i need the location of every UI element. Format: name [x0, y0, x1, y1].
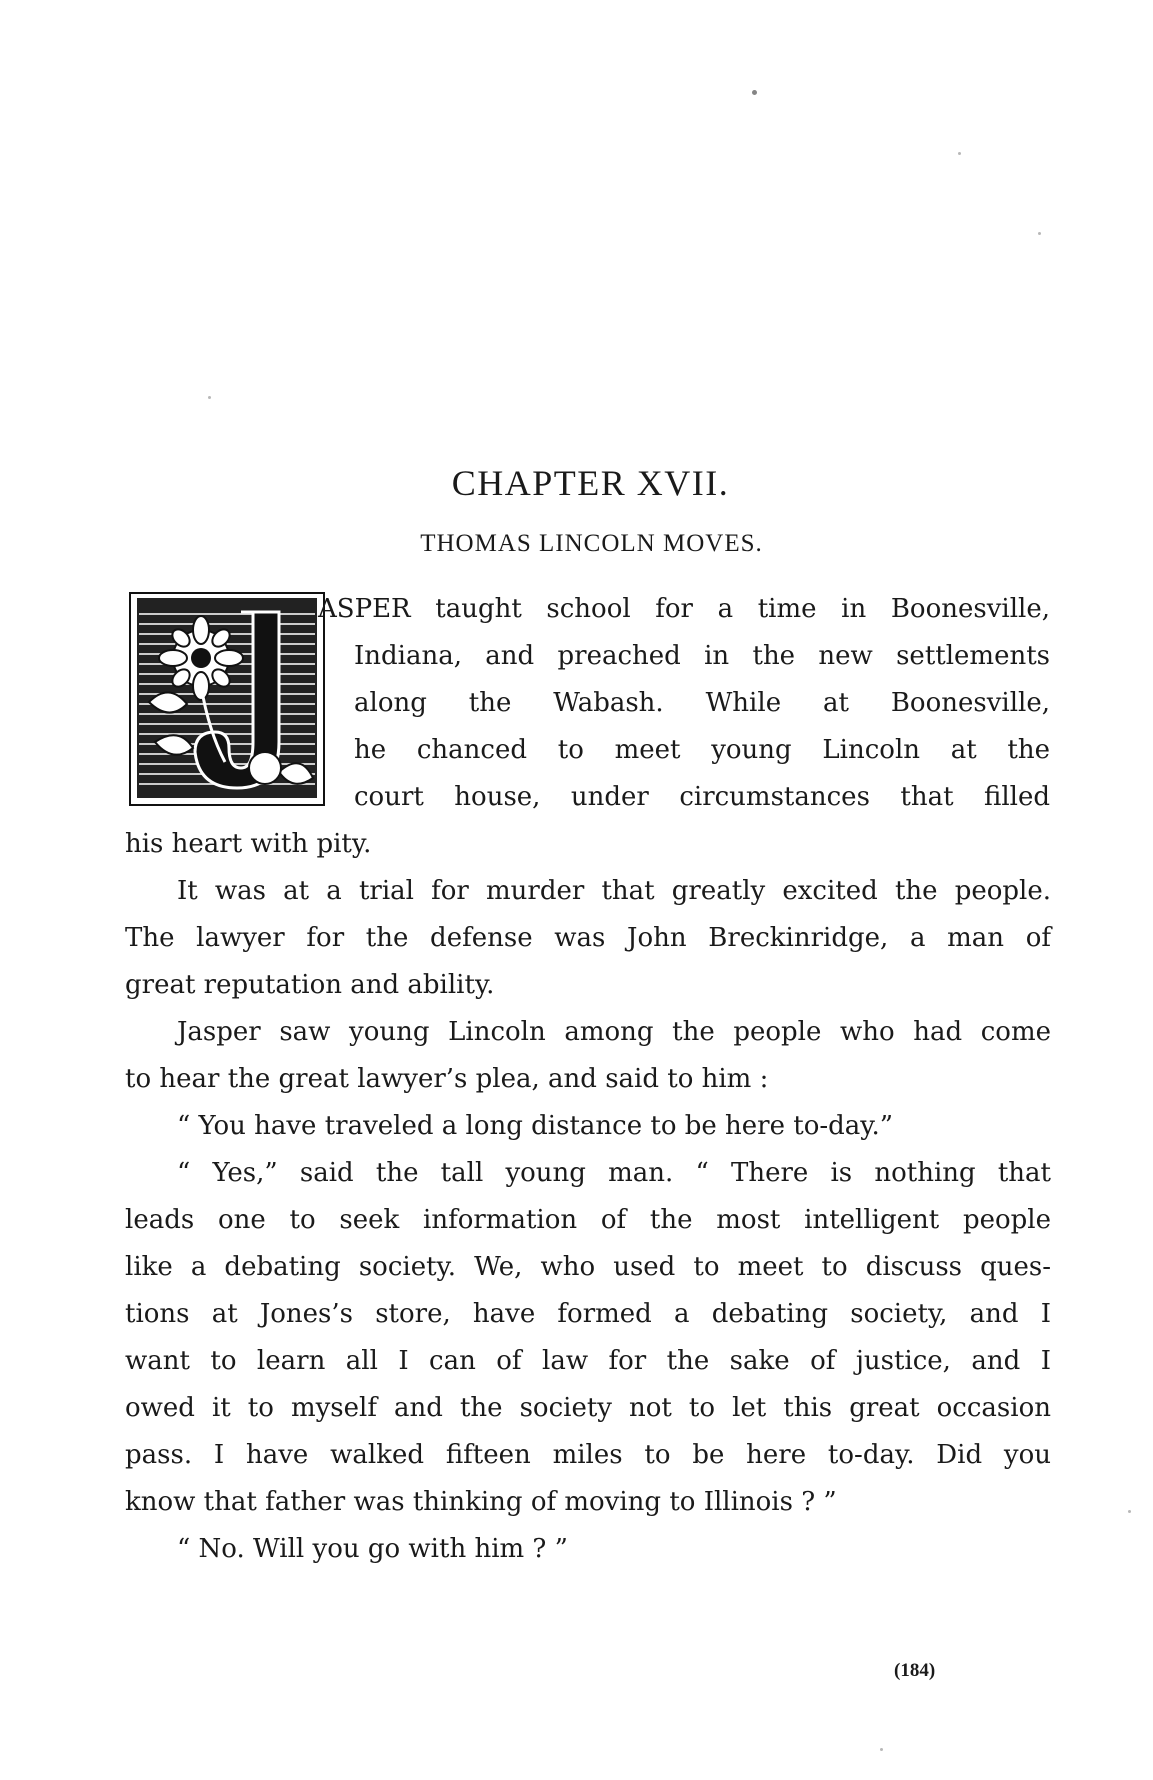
text-line: know that father was thinking of moving to Illinois ? ” [125, 1487, 837, 1517]
scan-speck [1128, 1510, 1131, 1513]
text-line: “ No. Will you go with him ? ” [177, 1534, 568, 1564]
scan-speck [880, 1748, 883, 1751]
body-text [125, 821, 1051, 1573]
text-line: It was at a trial for murder that greatly excited the people. [177, 876, 1051, 906]
text-line: like a debating society. We, who used to meet to discuss ques- [125, 1252, 1051, 1282]
scan-speck [208, 396, 211, 399]
text-line: along the Wabash. While at Boonesville, [354, 688, 1050, 718]
scan-speck [958, 152, 961, 155]
scan-speck [1038, 232, 1041, 235]
scan-speck [752, 90, 757, 95]
text-line: owed it to myself and the society not to let this great occasion [125, 1393, 1051, 1423]
indented-block [318, 586, 1050, 821]
text-line: Indiana, and preached in the new settlements [354, 641, 1050, 671]
text-line: pass. I have walked fifteen miles to be here to-day. Did you [125, 1440, 1051, 1470]
text-line: his heart with pity. [125, 829, 372, 859]
text-line: great reputation and ability. [125, 970, 495, 1000]
text-line: he chanced to meet young Lincoln at the [354, 735, 1050, 765]
text-line: court house, under circumstances that filled [354, 782, 1050, 812]
text-line: “ Yes,” said the tall young man. “ There is nothing that [177, 1158, 1051, 1188]
text-line: want to learn all I can of law for the sake of justice, and I [125, 1346, 1051, 1376]
text-line: ASPER taught school for a time in Boonesville, [318, 594, 1050, 624]
text-line: to hear the great lawyer’s plea, and said to him : [125, 1064, 769, 1094]
text-line: “ You have traveled a long distance to be here to-day.” [177, 1111, 894, 1141]
ornamental-drop-cap [129, 592, 325, 806]
text-line: The lawyer for the defense was John Breckinridge, a man of [125, 923, 1051, 953]
text-line: leads one to seek information of the most intelligent people [125, 1205, 1051, 1235]
chapter-subtitle: THOMAS LINCOLN MOVES. [420, 530, 763, 557]
page-number: (184) [894, 1660, 936, 1681]
text-line: tions at Jones’s store, have formed a debating society, and I [125, 1299, 1051, 1329]
chapter-title: CHAPTER XVII. [451, 463, 730, 503]
text-line: Jasper saw young Lincoln among the people who had come [177, 1017, 1051, 1047]
